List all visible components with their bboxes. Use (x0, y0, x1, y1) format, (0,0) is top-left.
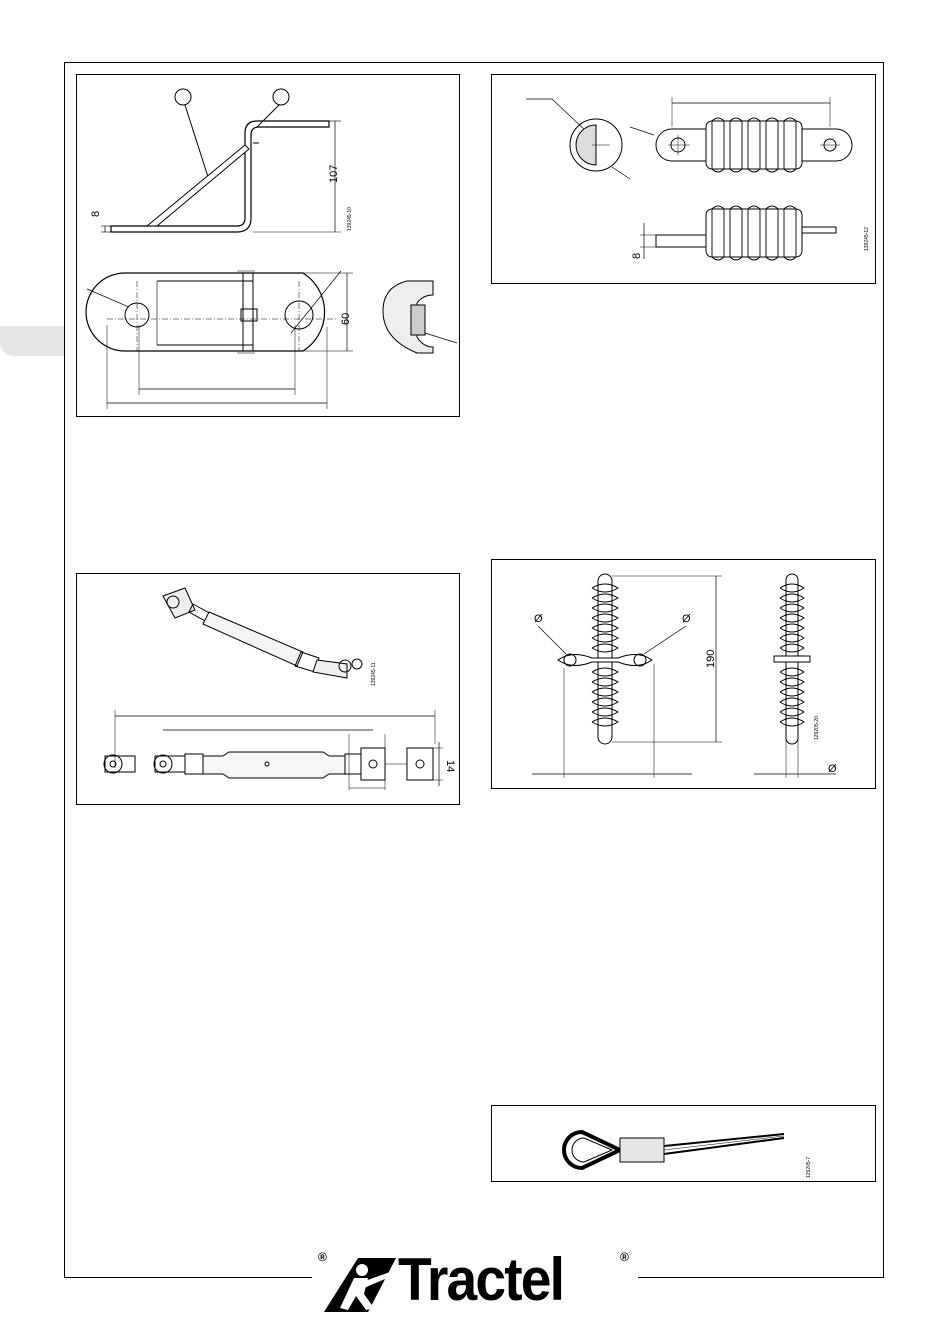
turnbuckle-drawing (77, 574, 461, 806)
dim-107: 107 (328, 164, 340, 183)
figure-turnbuckle (76, 573, 460, 805)
dim-60: 60 (340, 312, 352, 325)
figure-spring-absorber (491, 74, 876, 284)
figure-ref: 139245-11 (371, 662, 377, 686)
tractel-logo (312, 1248, 638, 1314)
dim-190: 190 (705, 649, 717, 668)
logo-wordmark: Tractel (398, 1246, 564, 1313)
figure-ref: 129205-7 (806, 1156, 812, 1178)
thimble-drawing (492, 1106, 877, 1183)
dia-bottom: Ø (828, 763, 837, 775)
spring-absorber-drawing (492, 75, 877, 285)
registered-mark-left: ® (318, 1250, 327, 1264)
figure-wire-rope-thimble (491, 1105, 876, 1182)
dim-8: 8 (631, 252, 643, 259)
dia-left: Ø (534, 613, 543, 625)
spring-links-drawing (492, 560, 877, 790)
dim-14: 14 (444, 760, 456, 773)
callout-1 (175, 89, 191, 105)
side-tab (0, 326, 64, 356)
dia-right: Ø (682, 613, 691, 625)
logo-figure-icon (318, 1254, 396, 1312)
dim-8: 8 (90, 210, 102, 217)
registered-mark-right: ® (620, 1250, 629, 1264)
figure-ref: 139245-12 (864, 227, 870, 251)
figure-spring-links (491, 559, 876, 789)
figure-ref: 139245-10 (347, 207, 353, 231)
figure-ref: 129205-20 (814, 716, 820, 740)
bracket-drawing (77, 75, 461, 418)
figure-bracket (76, 74, 460, 417)
callout-2 (273, 89, 289, 105)
